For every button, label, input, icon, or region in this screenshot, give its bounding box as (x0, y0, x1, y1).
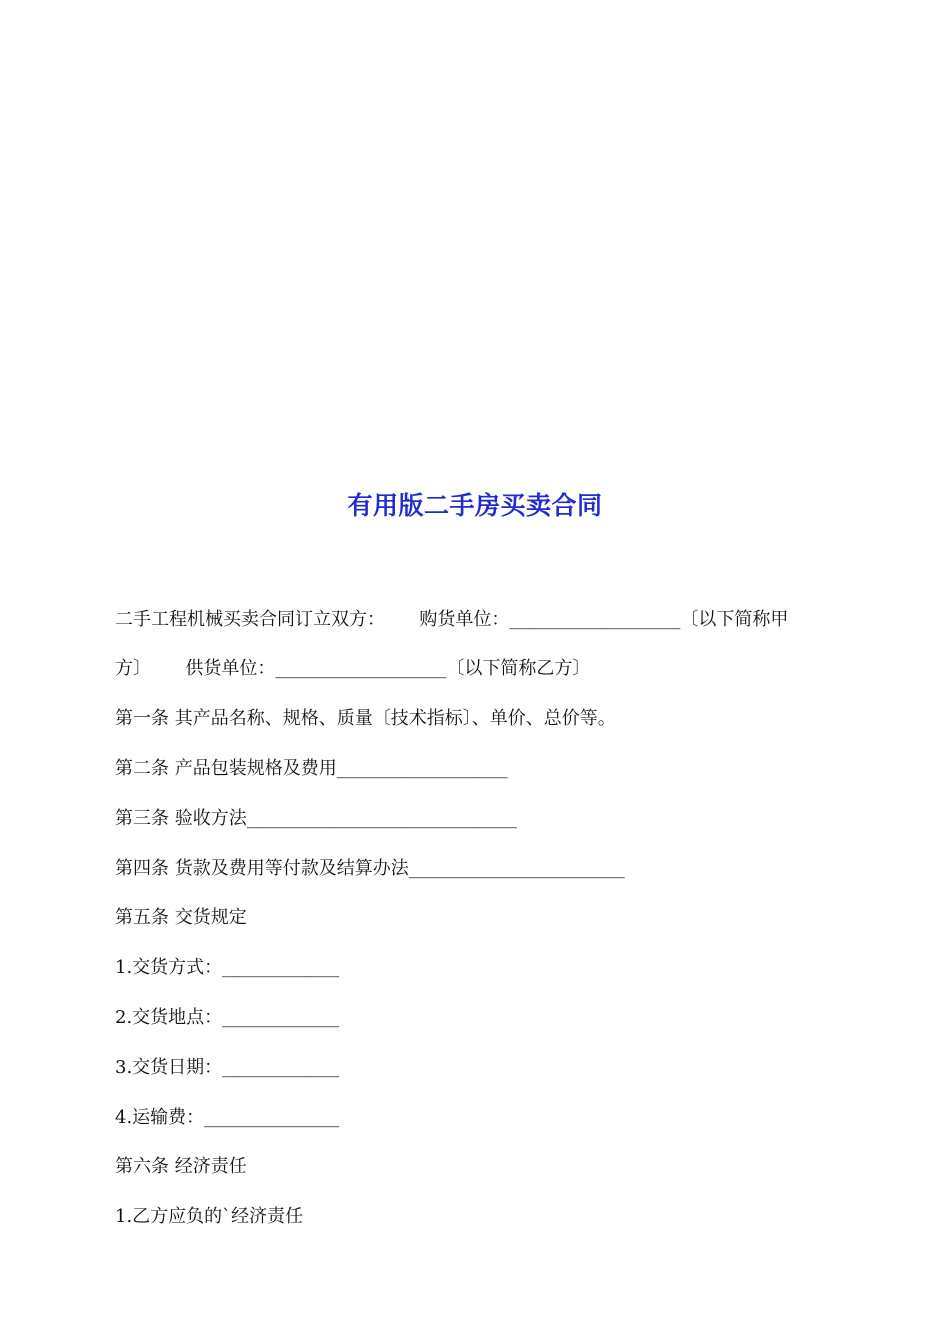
delivery-location: 2.交货地点：_____________ (115, 1007, 340, 1028)
article-6: 第六条 经济责任 (115, 1156, 247, 1177)
contract-parties-line-continued: 方〕 供货单位：___________________〔以下简称乙方〕 (115, 658, 591, 679)
document-title: 有用版二手房买卖合同 (347, 491, 603, 520)
delivery-date: 3.交货日期：_____________ (115, 1057, 340, 1078)
article-4: 第四条 货款及费用等付款及结算办法________________________ (115, 858, 625, 879)
article-2: 第二条 产品包装规格及费用___________________ (115, 758, 508, 779)
article-1: 第一条 其产品名称、规格、质量〔技术指标〕、单价、总价等。 (115, 708, 616, 729)
transport-fee: 4.运输费：_______________ (115, 1107, 340, 1128)
article-3: 第三条 验收方法______________________________ (115, 808, 517, 829)
contract-parties-line: 二手工程机械买卖合同订立双方： 购货单位：___________________〔以下简称甲 (115, 609, 789, 630)
party-b-liability: 1.乙方应负的`经济责任 (115, 1206, 304, 1227)
article-5: 第五条 交货规定 (115, 907, 247, 928)
delivery-method: 1.交货方式：_____________ (115, 957, 340, 978)
